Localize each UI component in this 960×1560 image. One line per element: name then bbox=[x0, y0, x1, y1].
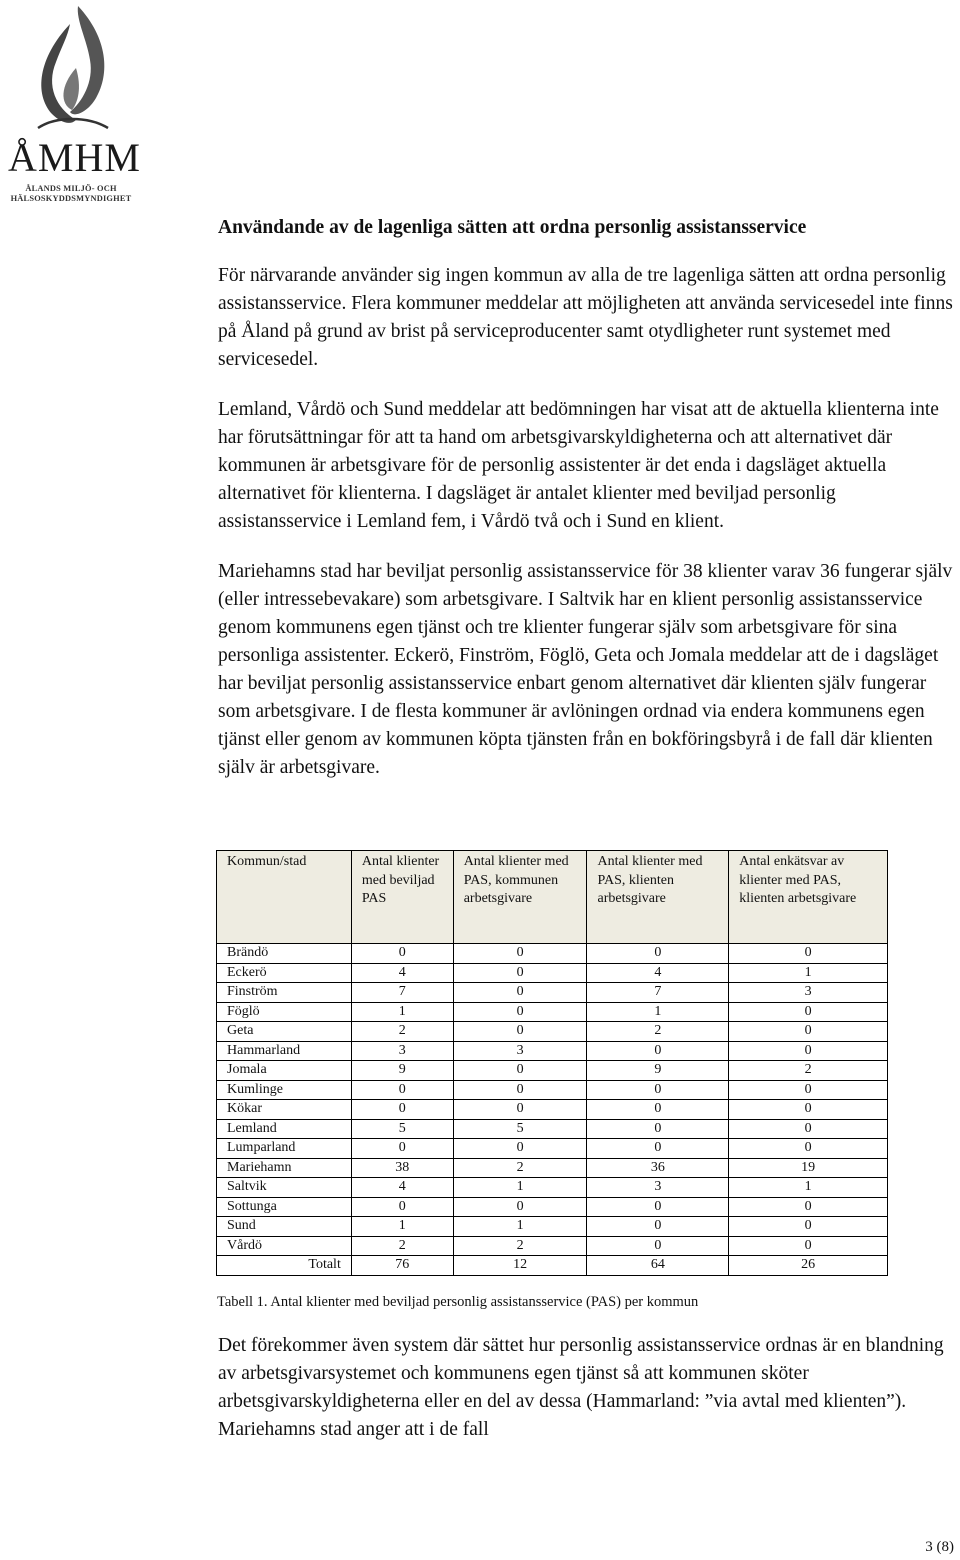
value-cell: 0 bbox=[729, 1080, 888, 1100]
municipality-cell: Mariehamn bbox=[217, 1158, 352, 1178]
table-row bbox=[217, 1217, 888, 1237]
value-cell: 0 bbox=[453, 983, 587, 1003]
value-cell: 64 bbox=[587, 1256, 729, 1276]
value-cell: 9 bbox=[587, 1061, 729, 1081]
value-cell: 2 bbox=[351, 1022, 453, 1042]
value-cell: 7 bbox=[587, 983, 729, 1003]
value-cell: 0 bbox=[453, 1022, 587, 1042]
logo-subtitle-line2: HÄLSOSKYDDSMYNDIGHET bbox=[10, 194, 132, 203]
municipality-cell: Brändö bbox=[217, 944, 352, 964]
value-cell: 2 bbox=[351, 1236, 453, 1256]
value-cell: 19 bbox=[729, 1158, 888, 1178]
table-row bbox=[217, 1080, 888, 1100]
header-cell: Antal enkätsvar av klienter med PAS, klienten arbetsgivare bbox=[729, 851, 888, 944]
value-cell: 1 bbox=[453, 1178, 587, 1198]
paragraph-1: För närvarande använder sig ingen kommun av alla de tre lagenliga sätten att ordna personlig assistansservice. Flera kommuner meddelar att möjligheten att använda servicesedel inte finns på Åland på grund av brist på serviceproducenter samt otydligheter runt systemet med servicesedel. bbox=[218, 265, 953, 370]
value-cell: 4 bbox=[351, 963, 453, 983]
municipality-cell: Sund bbox=[217, 1217, 352, 1237]
table-row bbox=[217, 1002, 888, 1022]
municipality-cell: Hammarland bbox=[217, 1041, 352, 1061]
value-cell: 0 bbox=[453, 944, 587, 964]
section-heading: Användande av de lagenliga sätten att ordna personlig assistansservice bbox=[218, 217, 807, 238]
value-cell: 1 bbox=[351, 1002, 453, 1022]
value-cell: 0 bbox=[587, 944, 729, 964]
value-cell: 0 bbox=[729, 944, 888, 964]
table-row bbox=[217, 1178, 888, 1198]
municipality-cell: Sottunga bbox=[217, 1197, 352, 1217]
value-cell: 26 bbox=[729, 1256, 888, 1276]
value-cell: 3 bbox=[453, 1041, 587, 1061]
table-row bbox=[217, 1100, 888, 1120]
header-cell: Antal klienter med beviljad PAS bbox=[351, 851, 453, 944]
value-cell: 0 bbox=[453, 1061, 587, 1081]
value-cell: 0 bbox=[351, 944, 453, 964]
value-cell: 12 bbox=[453, 1256, 587, 1276]
value-cell: 76 bbox=[351, 1256, 453, 1276]
value-cell: 0 bbox=[453, 1100, 587, 1120]
value-cell: 4 bbox=[351, 1178, 453, 1198]
value-cell: 0 bbox=[729, 1119, 888, 1139]
value-cell: 3 bbox=[729, 983, 888, 1003]
value-cell: 2 bbox=[453, 1158, 587, 1178]
table-row bbox=[217, 963, 888, 983]
value-cell: 0 bbox=[351, 1080, 453, 1100]
value-cell: 0 bbox=[453, 963, 587, 983]
value-cell: 0 bbox=[729, 1139, 888, 1159]
value-cell: 9 bbox=[351, 1061, 453, 1081]
paragraph-2: Lemland, Vårdö och Sund meddelar att bedömningen har visat att de aktuella klienterna inte har förutsättningar för att ta hand om arbetsgivarskyldigheterna och att alternativet där kommunen är arbetsgivare för de personlig assistenter är det enda i dagsläget aktuella alternativet för klienterna. I dagsläget är antalet klienter med beviljad personlig assistansservice i Lemland fem, i Vårdö två och i Sund en klient. bbox=[218, 399, 939, 532]
value-cell: 0 bbox=[587, 1100, 729, 1120]
main-content bbox=[218, 212, 958, 782]
value-cell: 0 bbox=[453, 1139, 587, 1159]
value-cell: 1 bbox=[453, 1217, 587, 1237]
value-cell: 36 bbox=[587, 1158, 729, 1178]
closing-paragraph: Det förekommer även system där sättet hur personlig assistansservice ordnas är en blandning av arbetsgivarsystemet och kommunens egen tjänst så att kommunen sköter arbetsgivarskyldigheterna eller en del av dessa (Hammarland: ”via avtal med klienten”). Mariehamns stad anger att i de fall bbox=[218, 1335, 944, 1440]
table-row bbox=[217, 1041, 888, 1061]
municipality-cell: Lemland bbox=[217, 1119, 352, 1139]
table-row bbox=[217, 1139, 888, 1159]
value-cell: 1 bbox=[729, 963, 888, 983]
logo-subtitle bbox=[8, 184, 134, 204]
logo-title: ÅMHM bbox=[8, 135, 141, 180]
value-cell: 0 bbox=[587, 1217, 729, 1237]
agency-logo bbox=[8, 2, 141, 207]
value-cell: 0 bbox=[587, 1236, 729, 1256]
value-cell: 0 bbox=[729, 1022, 888, 1042]
value-cell: 0 bbox=[587, 1139, 729, 1159]
header-cell: Antal klienter med PAS, klienten arbetsgivare bbox=[587, 851, 729, 944]
municipality-cell: Saltvik bbox=[217, 1178, 352, 1198]
table-header-row bbox=[217, 851, 888, 944]
municipality-cell: Jomala bbox=[217, 1061, 352, 1081]
table-total-row bbox=[217, 1256, 888, 1276]
table-row bbox=[217, 1119, 888, 1139]
value-cell: 2 bbox=[587, 1022, 729, 1042]
value-cell: 0 bbox=[351, 1139, 453, 1159]
table-row bbox=[217, 983, 888, 1003]
value-cell: 2 bbox=[729, 1061, 888, 1081]
value-cell: 5 bbox=[351, 1119, 453, 1139]
municipality-cell: Föglö bbox=[217, 1002, 352, 1022]
value-cell: 0 bbox=[587, 1080, 729, 1100]
table-row bbox=[217, 944, 888, 964]
table-caption: Tabell 1. Antal klienter med beviljad personlig assistansservice (PAS) per kommun bbox=[217, 1294, 699, 1310]
value-cell: 0 bbox=[587, 1041, 729, 1061]
value-cell: 1 bbox=[351, 1217, 453, 1237]
value-cell: 0 bbox=[729, 1041, 888, 1061]
page-number: 3 (8) bbox=[925, 1539, 954, 1555]
municipality-cell: Kumlinge bbox=[217, 1080, 352, 1100]
value-cell: 1 bbox=[587, 1002, 729, 1022]
table-row bbox=[217, 1158, 888, 1178]
value-cell: 0 bbox=[729, 1100, 888, 1120]
value-cell: 0 bbox=[453, 1080, 587, 1100]
value-cell: 0 bbox=[351, 1100, 453, 1120]
value-cell: 5 bbox=[453, 1119, 587, 1139]
municipality-cell: Lumparland bbox=[217, 1139, 352, 1159]
municipality-cell: Vårdö bbox=[217, 1236, 352, 1256]
value-cell: 2 bbox=[453, 1236, 587, 1256]
municipality-cell: Eckerö bbox=[217, 963, 352, 983]
value-cell: 0 bbox=[587, 1119, 729, 1139]
value-cell: 7 bbox=[351, 983, 453, 1003]
header-cell: Antal klienter med PAS, kommunen arbetsgivare bbox=[453, 851, 587, 944]
flame-drop-icon bbox=[30, 2, 114, 134]
value-cell: 4 bbox=[587, 963, 729, 983]
value-cell: 0 bbox=[587, 1197, 729, 1217]
value-cell: 1 bbox=[729, 1178, 888, 1198]
value-cell: 0 bbox=[729, 1217, 888, 1237]
value-cell: 38 bbox=[351, 1158, 453, 1178]
value-cell: 0 bbox=[453, 1197, 587, 1217]
value-cell: 3 bbox=[587, 1178, 729, 1198]
value-cell: 0 bbox=[729, 1002, 888, 1022]
table-row bbox=[217, 1197, 888, 1217]
value-cell: 0 bbox=[729, 1197, 888, 1217]
total-label-cell: Totalt bbox=[217, 1256, 352, 1276]
municipality-cell: Geta bbox=[217, 1022, 352, 1042]
table-row bbox=[217, 1236, 888, 1256]
municipality-cell: Kökar bbox=[217, 1100, 352, 1120]
paragraph-3: Mariehamns stad har beviljat personlig assistansservice för 38 klienter varav 36 fungerar själv (eller intressebevakare) som arbetsgivare. I Saltvik har en klient personlig assistansservice genom kommunens egen tjänst och tre klienter fungerar själv som arbetsgivare för sina personliga assistenter. Eckerö, Finström, Föglö, Geta och Jomala meddelar att de i dagsläget har beviljat personlig assistansservice enbart genom alternativet där klienten själv fungerar som arbetsgivare. I de flesta kommuner är avlöningen ordnad via endera kommunens egen tjänst eller genom av kommunen köpta tjänsten från en bokföringsbyrå i de fall där klienten själv är arbetsgivare. bbox=[218, 561, 953, 778]
header-cell: Kommun/stad bbox=[217, 851, 352, 944]
value-cell: 0 bbox=[351, 1197, 453, 1217]
table-row bbox=[217, 1061, 888, 1081]
logo-subtitle-line1: ÅLANDS MILJÖ- OCH bbox=[25, 184, 117, 193]
pas-table bbox=[216, 850, 888, 1276]
value-cell: 3 bbox=[351, 1041, 453, 1061]
municipality-cell: Finström bbox=[217, 983, 352, 1003]
value-cell: 0 bbox=[453, 1002, 587, 1022]
value-cell: 0 bbox=[729, 1236, 888, 1256]
table-row bbox=[217, 1022, 888, 1042]
